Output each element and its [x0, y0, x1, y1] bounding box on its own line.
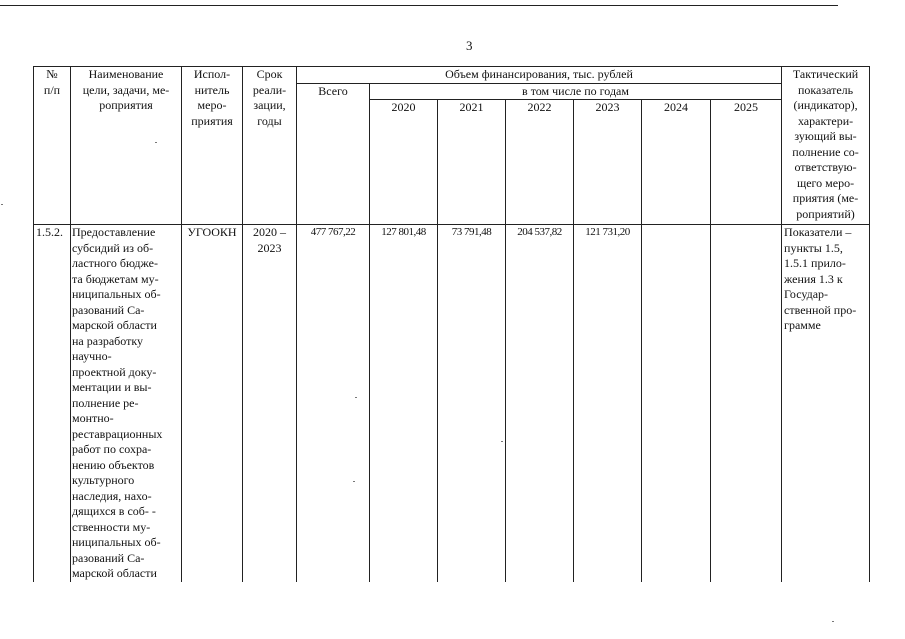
header-year-2020: 2020 — [370, 100, 438, 225]
row-indicator: Показатели – пункты 1.5, 1.5.1 прило- жения 1.3 к Государ- ственной про- грамме — [782, 225, 870, 582]
header-year-2025: 2025 — [711, 100, 782, 225]
header-year-2022: 2022 — [506, 100, 574, 225]
header-name: Наименование цели, задачи, ме- роприятия — [71, 67, 182, 225]
header-total: Всего — [297, 83, 370, 225]
row-name: Предоставление субсидий из об- ластного бюдже- та бюджетам му- ниципальных об- разований Са- марской области на разработку научно- проектной доку- ментации и вы- полнение ре- монтно- реставрационных работ по сохра- нению объектов культурного наследия, нахо- дящихся в соб- - ственности му- ниципальных об- разований Са- марской области — [71, 225, 182, 582]
page-top-rule — [0, 5, 838, 6]
header-year-2021: 2021 — [438, 100, 506, 225]
row-2022: 204 537,82 — [506, 225, 574, 582]
header-by-years: в том числе по годам — [370, 83, 782, 100]
row-2020: 127 801,48 — [370, 225, 438, 582]
header-year-2024: 2024 — [642, 100, 711, 225]
row-2021: 73 791,48 — [438, 225, 506, 582]
row-2024 — [642, 225, 711, 582]
header-term: Срок реали- зации, годы — [243, 67, 297, 225]
financing-table — [33, 66, 870, 582]
table-row — [34, 225, 870, 582]
row-total: 477 767,22 — [297, 225, 370, 582]
header-year-2023: 2023 — [574, 100, 642, 225]
header-no: № п/п — [34, 67, 71, 225]
scan-speck — [832, 621, 834, 622]
page-number: 3 — [466, 38, 473, 53]
header-indicator: Тактический показатель (индикатор), характери- зующий вы- полнение со- ответствую- щего меро- приятия (ме- роприятий) — [782, 67, 870, 225]
header-financing: Объем финансирования, тыс. рублей — [297, 67, 782, 84]
header-executor: Испол- нитель меро- приятия — [182, 67, 243, 225]
row-2023: 121 731,20 — [574, 225, 642, 582]
row-number: 1.5.2. — [34, 225, 71, 582]
row-executor: УГООКН — [182, 225, 243, 582]
row-2025 — [711, 225, 782, 582]
row-term: 2020 – 2023 — [243, 225, 297, 582]
scan-speck — [1, 204, 3, 205]
